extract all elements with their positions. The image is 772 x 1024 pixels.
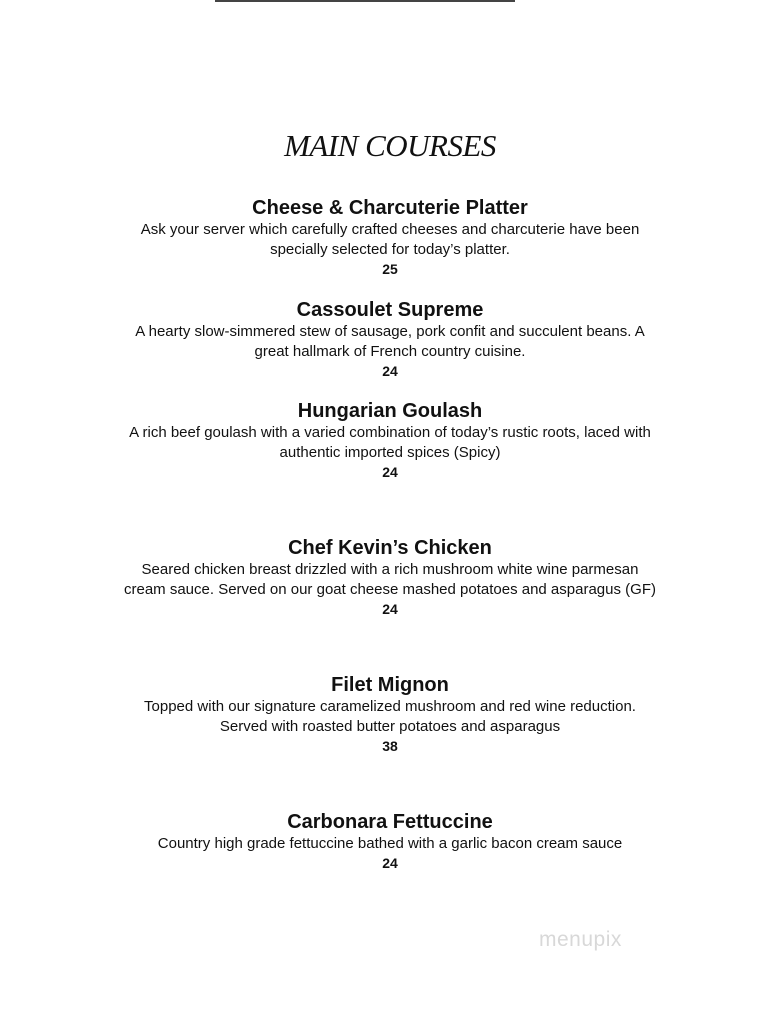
item-name: Cheese & Charcuterie Platter <box>252 197 528 219</box>
item-description <box>95 560 685 600</box>
item-description-line: great hallmark of French country cuisine. <box>254 343 526 360</box>
item-description-line: specially selected for today’s platter. <box>270 241 510 258</box>
item-name: Chef Kevin’s Chicken <box>288 537 492 559</box>
item-description-line: Country high grade fettuccine bathed with a garlic bacon cream sauce <box>157 835 623 852</box>
item-description-line: A hearty slow-simmered stew of sausage, pork confit and succulent beans. A <box>135 323 645 340</box>
item-price: 24 <box>382 855 398 871</box>
item-name: Filet Mignon <box>331 674 449 696</box>
item-description <box>105 697 675 737</box>
item-description <box>105 220 675 260</box>
item-description <box>105 322 675 362</box>
item-name: Cassoulet Supreme <box>296 299 484 321</box>
item-description-line: Ask your server which carefully crafted cheeses and charcuterie have been <box>140 221 640 238</box>
item-price: 24 <box>382 601 398 617</box>
item-description <box>95 423 685 463</box>
menu-item-cheese-platter <box>0 197 772 278</box>
item-description <box>105 834 675 854</box>
item-description-line: A rich beef goulash with a varied combination of today’s rustic roots, laced with <box>129 424 651 441</box>
menu-item-cassoulet <box>0 299 772 380</box>
item-price: 24 <box>382 363 398 379</box>
menu-item-chicken <box>0 537 772 618</box>
item-description-line: Seared chicken breast drizzled with a rich mushroom white wine parmesan <box>141 561 639 578</box>
item-price: 38 <box>382 738 398 754</box>
item-price: 24 <box>382 464 398 480</box>
item-name: Hungarian Goulash <box>297 400 483 422</box>
top-rule <box>215 0 515 2</box>
menu-item-filet-mignon <box>0 674 772 755</box>
item-price: 25 <box>382 261 398 277</box>
item-description-line: cream sauce. Served on our goat cheese mashed potatoes and asparagus (GF) <box>124 581 656 598</box>
item-name: Carbonara Fettuccine <box>287 811 493 833</box>
menu-item-carbonara <box>0 811 772 872</box>
item-description-line: Topped with our signature caramelized mushroom and red wine reduction. <box>144 698 636 715</box>
page-title: MAIN COURSES <box>284 128 496 163</box>
menu-item-goulash <box>0 400 772 481</box>
item-description-line: Served with roasted butter potatoes and asparagus <box>219 718 561 735</box>
item-description-line: authentic imported spices (Spicy) <box>279 444 501 461</box>
watermark-logo: menupix <box>539 928 622 951</box>
